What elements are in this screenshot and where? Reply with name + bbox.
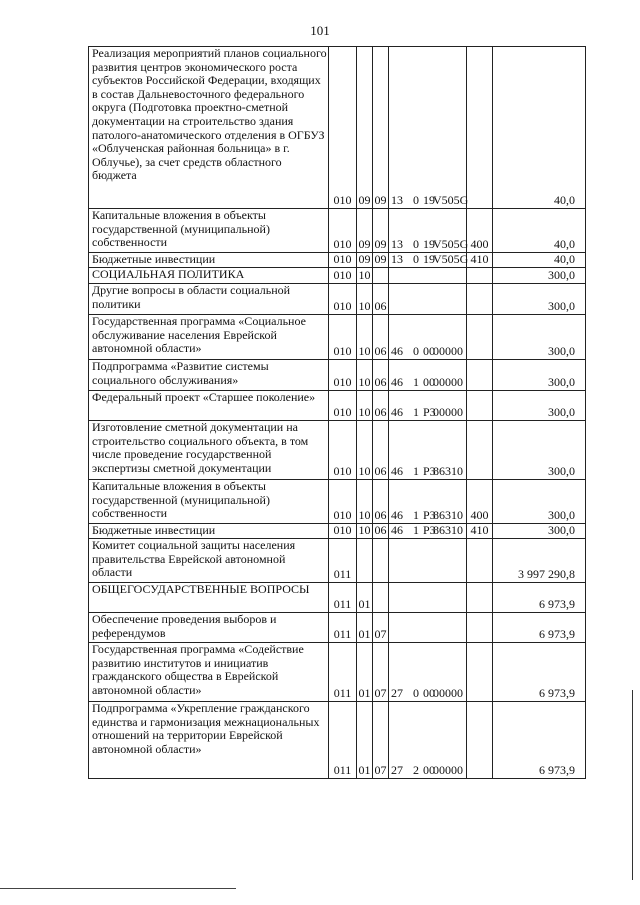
row-vr-cell (467, 47, 493, 209)
table-row (89, 284, 586, 315)
row-code-cell (389, 268, 467, 284)
code-subprogram: 1 (413, 464, 419, 479)
row-name-cell: Подпрограмма «Развитие системы социального обслуживания» (89, 360, 329, 391)
code-direction: 00 (423, 763, 435, 778)
row-code-cell (389, 643, 467, 702)
row-adm-cell: 010 (329, 47, 357, 209)
row-rz-cell: 10 (357, 315, 373, 360)
row-vr-cell (467, 360, 493, 391)
table-row (89, 583, 586, 613)
code-detail: 00000 (433, 686, 463, 701)
row-rz-cell: 09 (357, 47, 373, 209)
row-code-cell (389, 209, 467, 253)
row-vr-cell (467, 315, 493, 360)
row-name-cell: Другие вопросы в области социальной политики (89, 284, 329, 315)
table-row (89, 391, 586, 421)
code-subprogram: 1 (413, 375, 419, 390)
row-amount-cell: 300,0 (493, 391, 586, 421)
row-code-cell (389, 253, 467, 268)
row-amount-cell: 300,0 (493, 284, 586, 315)
code-direction: P3 (423, 464, 436, 479)
code-detail: V505G (433, 193, 469, 208)
row-amount-cell: 40,0 (493, 209, 586, 253)
row-rz-cell: 10 (358, 523, 371, 538)
code-direction: P3 (423, 508, 436, 523)
code-program: 46 (391, 344, 403, 359)
code-detail: 00000 (433, 405, 463, 420)
code-subprogram: 0 (413, 686, 419, 701)
row-code-cell (389, 47, 467, 209)
row-code-cell (389, 421, 467, 480)
row-rz-cell: 01 (357, 643, 373, 702)
row-adm-cell: 010 (329, 253, 357, 268)
row-amount-cell: 300,0 (493, 480, 586, 524)
row-amount-cell: 300,0 (493, 524, 586, 539)
table-row (89, 524, 586, 539)
row-adm-cell: 010 (329, 360, 357, 391)
code-detail: V505G (433, 237, 469, 252)
code-program: 13 (391, 193, 403, 208)
row-code-cell (389, 360, 467, 391)
code-subprogram: 0 (413, 237, 419, 252)
row-rz-cell: 01 (357, 613, 373, 643)
code-subprogram: 1 (413, 508, 419, 523)
row-vr-cell (467, 643, 493, 702)
row-code-cell (389, 480, 467, 524)
code-subprogram: 0 (413, 193, 419, 208)
code-subprogram: 1 (413, 523, 419, 538)
row-adm-cell: 010 (329, 209, 357, 253)
row-pr-cell: 09 (373, 47, 389, 209)
code-direction: 00 (423, 686, 435, 701)
row-adm-cell: 010 (329, 284, 357, 315)
row-rz-cell: 10 (357, 480, 373, 524)
row-vr-cell (467, 268, 493, 284)
row-pr-cell: 06 (373, 480, 389, 524)
table-row (89, 643, 586, 702)
row-pr-cell: 07 (373, 702, 389, 779)
code-detail: 86310 (433, 464, 463, 479)
code-program: 13 (391, 252, 403, 267)
row-amount-cell: 6 973,9 (493, 702, 586, 779)
row-code-cell (389, 284, 467, 315)
row-vr-cell: 410 (467, 253, 493, 268)
row-name-cell: Бюджетные инвестиции (89, 524, 329, 539)
table-row (89, 47, 586, 209)
code-direction: 19 (423, 237, 435, 252)
row-amount-cell: 300,0 (493, 315, 586, 360)
row-vr-cell (467, 702, 493, 779)
code-program: 13 (391, 237, 403, 252)
row-code-cell (389, 583, 467, 613)
row-pr-cell (373, 268, 389, 284)
row-pr-cell: 06 (373, 315, 389, 360)
row-pr-cell: 06 (373, 391, 389, 421)
row-adm-cell: 010 (329, 480, 357, 524)
row-vr-cell (467, 613, 493, 643)
code-direction: 00 (423, 344, 435, 359)
row-name-cell: Федеральный проект «Старшее поколение» (89, 391, 329, 421)
row-amount-cell: 3 997 290,8 (493, 539, 586, 583)
code-detail: 00000 (433, 375, 463, 390)
code-detail: 86310 (433, 508, 463, 523)
row-name-cell: Реализация мероприятий планов социального развития центров экономического роста субъектов Российской Федерации, входящих в состав Дальневосточного федерального округа (Подготовка проектно-сметной документации на строительство здания патолого-анатомического отделения в ОГБУЗ «Облученская районная больница» в г. Облучье), за счет средств областного бюджета (89, 47, 329, 209)
row-rz-cell: 10 (358, 268, 371, 283)
row-code-cell (389, 702, 467, 779)
row-adm-cell: 010 (329, 315, 357, 360)
row-vr-cell (467, 583, 493, 613)
row-rz-cell: 10 (357, 421, 373, 480)
row-pr-cell: 06 (374, 523, 387, 538)
code-subprogram: 2 (413, 763, 419, 778)
table-row (89, 360, 586, 391)
row-code-cell (389, 613, 467, 643)
row-amount-cell: 300,0 (493, 421, 586, 480)
row-code-cell (389, 539, 467, 583)
row-adm-cell: 010 (329, 391, 357, 421)
table-row (89, 253, 586, 268)
row-name-cell: Государственная программа «Содействие развитию институтов и инициатив гражданского общества в Еврейской автономной области» (89, 643, 329, 702)
row-rz-cell: 09 (358, 252, 371, 267)
row-vr-cell (467, 421, 493, 480)
code-direction: 19 (423, 252, 435, 267)
code-detail: V505G (433, 252, 469, 267)
row-rz-cell: 10 (357, 360, 373, 391)
row-adm-cell: 011 (329, 643, 357, 702)
row-pr-cell: 07 (373, 643, 389, 702)
row-adm-cell: 011 (329, 583, 357, 613)
row-amount-cell: 6 973,9 (493, 643, 586, 702)
row-adm-cell: 010 (329, 524, 357, 539)
code-detail: 00000 (433, 763, 463, 778)
row-adm-cell: 011 (329, 613, 357, 643)
row-pr-cell: 09 (374, 252, 387, 267)
row-amount-cell: 6 973,9 (493, 613, 586, 643)
table-row (89, 613, 586, 643)
row-vr-cell (467, 391, 493, 421)
page-edge-line (632, 690, 633, 880)
code-direction: 19 (423, 193, 435, 208)
code-subprogram: 1 (413, 405, 419, 420)
table-row (89, 480, 586, 524)
row-rz-cell (357, 539, 373, 583)
row-code-cell (389, 391, 467, 421)
code-program: 27 (391, 763, 403, 778)
row-amount-cell: 6 973,9 (493, 583, 586, 613)
row-pr-cell: 06 (373, 421, 389, 480)
row-rz-cell: 01 (357, 583, 373, 613)
row-name-cell: Комитет социальной защиты населения правительства Еврейской автономной области (89, 539, 329, 583)
code-program: 46 (391, 405, 403, 420)
row-rz-cell: 09 (357, 209, 373, 253)
row-adm-cell: 011 (329, 539, 357, 583)
code-detail: 00000 (433, 344, 463, 359)
table-row (89, 209, 586, 253)
row-code-cell (389, 524, 467, 539)
row-amount-cell: 40,0 (493, 47, 586, 209)
row-name-cell: СОЦИАЛЬНАЯ ПОЛИТИКА (89, 268, 329, 284)
row-name-cell: Обеспечение проведения выборов и референдумов (89, 613, 329, 643)
code-program: 27 (391, 686, 403, 701)
row-rz-cell: 01 (357, 702, 373, 779)
code-program: 46 (391, 464, 403, 479)
code-subprogram: 0 (413, 252, 419, 267)
row-vr-cell: 410 (467, 524, 493, 539)
row-pr-cell (373, 583, 389, 613)
row-rz-cell: 10 (357, 284, 373, 315)
row-amount-cell: 40,0 (493, 253, 586, 268)
table-row (89, 539, 586, 583)
table-body (89, 47, 586, 779)
row-vr-cell (467, 284, 493, 315)
row-adm-cell: 010 (329, 268, 357, 284)
footer-rule (0, 888, 236, 889)
row-pr-cell (373, 539, 389, 583)
row-name-cell: Государственная программа «Социальное обслуживание населения Еврейской автономной области» (89, 315, 329, 360)
code-direction: 00 (423, 375, 435, 390)
page-number: 101 (310, 23, 330, 38)
row-adm-cell: 010 (329, 421, 357, 480)
row-pr-cell: 07 (373, 613, 389, 643)
table-row (89, 421, 586, 480)
row-vr-cell: 400 (467, 480, 493, 524)
row-code-cell (389, 315, 467, 360)
row-pr-cell: 09 (373, 209, 389, 253)
row-name-cell: Изготовление сметной документации на строительство социального объекта, в том числе проведение государственной экспертизы сметной документации (89, 421, 329, 480)
table-row (89, 315, 586, 360)
budget-table (88, 46, 586, 779)
row-adm-cell: 011 (329, 702, 357, 779)
code-direction: P3 (423, 405, 436, 420)
row-vr-cell: 400 (467, 209, 493, 253)
row-amount-cell: 300,0 (493, 360, 586, 391)
code-program: 46 (391, 508, 403, 523)
table-row (89, 702, 586, 779)
row-amount-cell: 300,0 (493, 268, 586, 284)
code-program: 46 (391, 375, 403, 390)
table-row (89, 268, 586, 284)
code-detail: 86310 (433, 523, 463, 538)
row-name-cell: Капитальные вложения в объекты государственной (муниципальной) собственности (89, 209, 329, 253)
row-pr-cell: 06 (373, 284, 389, 315)
row-pr-cell: 06 (373, 360, 389, 391)
row-name-cell: Подпрограмма «Укрепление гражданского единства и гармонизация межнациональных отношений на территории Еврейской автономной области» (89, 702, 329, 779)
row-name-cell: ОБЩЕГОСУДАРСТВЕННЫЕ ВОПРОСЫ (89, 583, 329, 613)
code-subprogram: 0 (413, 344, 419, 359)
row-name-cell: Капитальные вложения в объекты государственной (муниципальной) собственности (89, 480, 329, 524)
code-program: 46 (391, 523, 403, 538)
row-rz-cell: 10 (357, 391, 373, 421)
row-name-cell: Бюджетные инвестиции (89, 253, 329, 268)
row-vr-cell (467, 539, 493, 583)
code-direction: P3 (423, 523, 436, 538)
